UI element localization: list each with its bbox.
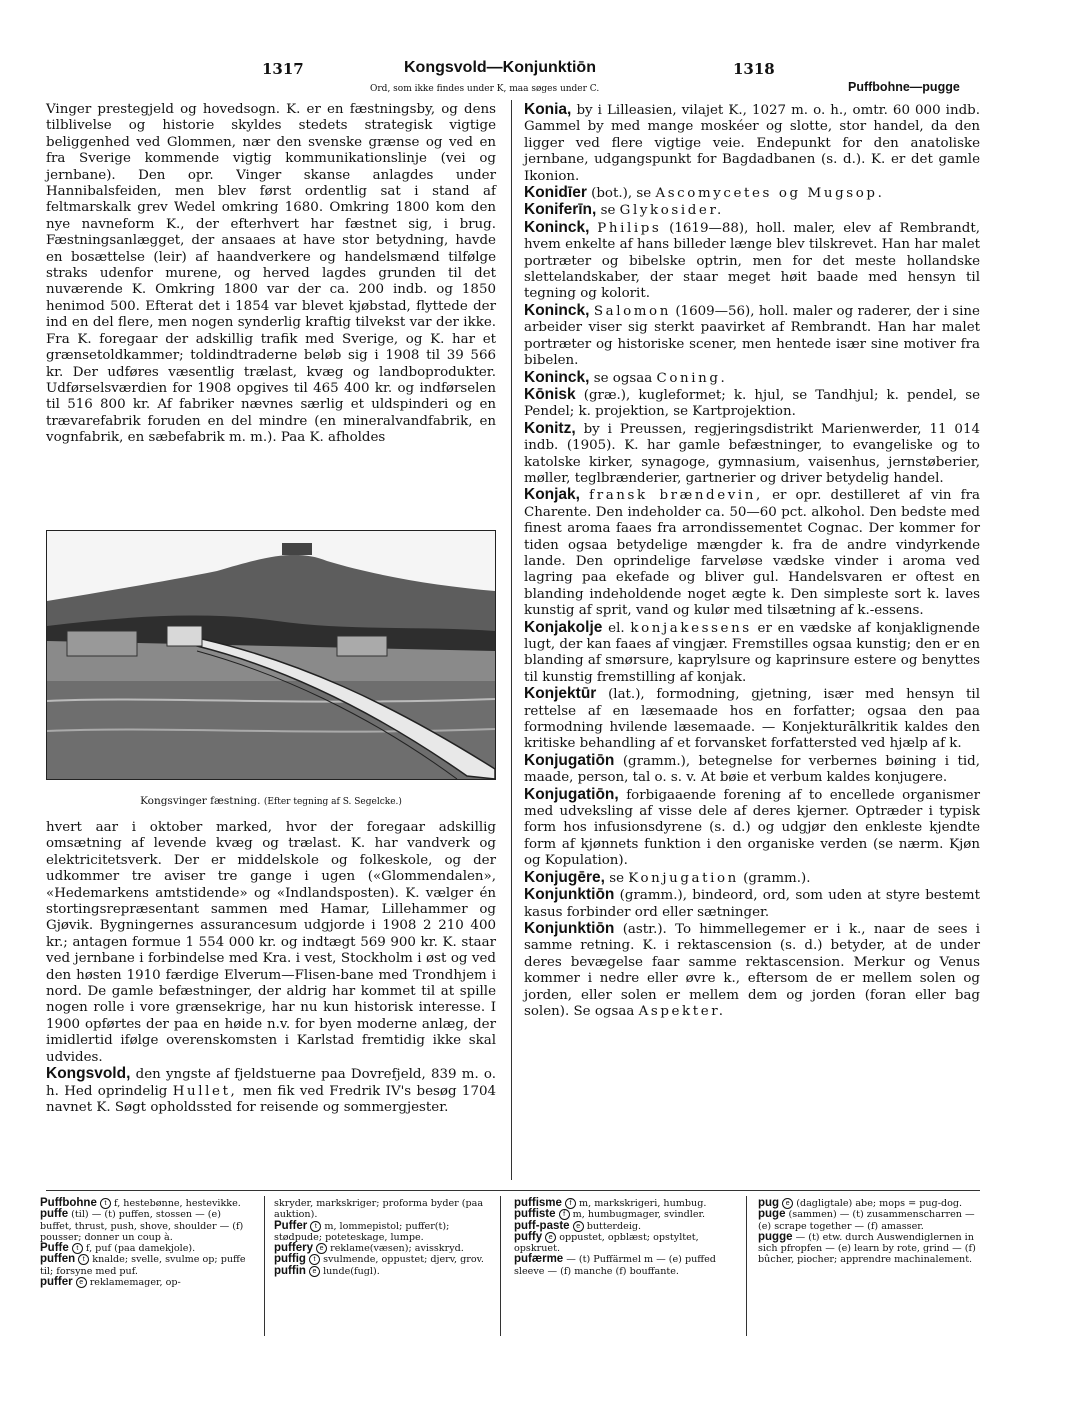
glossary-entry [40, 1254, 254, 1277]
glossary-definition: svulmende, oppustet; djerv, grov. [323, 1254, 484, 1266]
language-marker-icon: e [309, 1266, 320, 1277]
column-divider [511, 100, 512, 1180]
entry-konitz: Konitz, by i Preussen, regjeringsdistrikt Marienwerder, 11 014 indb. (1905). K. har gamle befæstninger, to evangeliske og to katolske kirker, synagoge, gymnasium, vaisenhus, jernstøberier, møller, teglbrænderier, gartnerier og driver betydelig handel. [524, 419, 980, 486]
headword-konjak: Konjak, [524, 486, 580, 504]
glossary-headword: puffer [40, 1276, 73, 1289]
footer-column-4 [758, 1198, 980, 1266]
glossary-headword: puffiste [514, 1208, 556, 1221]
headword-konjunktion: Konjunktiōn [524, 919, 615, 937]
glossary-headword: puffisme [514, 1197, 562, 1209]
glossary-definition: m, humbugmager, svindler. [572, 1209, 706, 1221]
language-marker-icon: t [310, 1221, 321, 1232]
glossary-definition: knalde; svelle, svulme op; puffe til; forsyne med puf. [40, 1254, 246, 1277]
glossary-entry [514, 1232, 738, 1255]
glossary-entry [758, 1209, 980, 1232]
language-marker-icon: e [545, 1232, 556, 1243]
glossary-definition: (dagligtale) abe; mops = pug-dog. [796, 1198, 963, 1209]
language-marker-icon: e [782, 1198, 793, 1209]
footer-column-3 [514, 1198, 738, 1277]
glossary-entry [758, 1198, 980, 1209]
headword-konjunktion: Konjunktiōn [524, 886, 615, 904]
language-marker-icon: t [72, 1243, 83, 1254]
glossary-definition: oppustet, opblæst; opstyltet, opskruet. [514, 1231, 699, 1255]
footer-divider-1 [264, 1196, 265, 1336]
entry-koniferin: Koniferīn, se Glykosider. [524, 201, 724, 219]
glossary-entry [514, 1254, 738, 1277]
glossary-entry [274, 1221, 490, 1244]
entry-konjugation-gramm: Konjugatiōn (gramm.), betegnelse for verbernes bøining i tid, maade, person, tal o. s. v. At bøie et verbum kaldes konjugere. [524, 751, 980, 786]
glossary-entry [40, 1277, 254, 1288]
glossary-entry [274, 1243, 490, 1254]
footer-divider-2 [500, 1196, 501, 1336]
headword-koninck: Koninck, [524, 301, 590, 319]
glossary-entry [40, 1209, 254, 1243]
header-note: Ord, som ikke findes under K, maa søges under C. [370, 84, 600, 94]
headword-koniferin: Koniferīn, [524, 201, 597, 219]
entry-konjunktion-astr: Konjunktiōn (astr.). To himmellegemer er i k., naar de sees i samme retning. K. i rektascension (s. d.) betyder, at de under deres bevægelse faar samme rektascension. Merkur og Venus kommer i nedre eller øvre k., eftersom de er mellem solen og jorden, eller solen er mellem dem og jorden (foran eller bag solen). Se ogsaa Aspekter. [524, 919, 980, 1019]
headword-konjugation: Konjugatiōn [524, 751, 615, 769]
glossary-headword: puff-paste [514, 1219, 570, 1232]
column-left [46, 102, 496, 447]
language-marker-icon: t [309, 1254, 320, 1265]
glossary-headword: Puffer [274, 1219, 308, 1232]
footer-column-1 [40, 1198, 254, 1288]
entry-konjektur: Konjektūr (lat.), formodning, gjetning, især med hensyn til rettelse af en læsemaade hos en forfatter; ogsaa den paa formodning hvilende læsemaade. — Konjekturālkritik kaldes den kritiske behandling af et forvansket forfattersted ved hjælp af k. [524, 685, 980, 752]
entry-konidier: Konidīer (bot.), se Ascomycetes og Mugsop. [524, 184, 885, 202]
glossary-definition: butterdeig. [586, 1220, 642, 1232]
entry-konjakolje: Konjakolje el. konjakessens er en vædske af konjaklignende lugt, der kan faaes af vingjær. Fremstilles ogsaa kunstig; den er en blanding af smørsure, kaprylsure og kaprinsure estere og benyttes til kunstig fremstilling af konjak. [524, 618, 980, 685]
glossary-headword: puffy [514, 1230, 543, 1243]
headword-konitz: Konitz, [524, 419, 576, 437]
page-number-left: 1317 [262, 60, 304, 78]
language-marker-icon: e [316, 1243, 327, 1254]
headword-konjakolje: Konjakolje [524, 618, 603, 636]
caption-title: Kongsvinger fæstning. [140, 795, 261, 807]
entry-koninck-coning: Koninck, se ogsaa Coning. [524, 368, 728, 386]
headword-konisk: Kōnisk [524, 385, 576, 403]
glossary-headword: puffe [40, 1208, 69, 1221]
entry-konia: Konia, by i Lilleasien, vilajet K., 1027 m. o. h., omtr. 60 000 indb. Gammel by med mange moskéer og slotte, stor handel, da den ligger ved flere vigtige veie. Endepunkt for den anatoliske jernbane, udgangspunkt for Bagdadbanen (s. d.). K. er det gamle Ikonion. [524, 101, 980, 184]
glossary-headword: puffin [274, 1264, 306, 1277]
glossary-entry [274, 1254, 490, 1265]
glossary-entry [274, 1266, 490, 1277]
headword-konidier: Konidīer [524, 184, 587, 202]
language-marker-icon: t [78, 1254, 89, 1265]
column-right [524, 102, 980, 1020]
running-head-right: Puffbohne—pugge [848, 80, 960, 94]
glossary-definition: reklamemager, op- [89, 1277, 181, 1289]
headword-konjektur: Konjektūr [524, 685, 597, 703]
headword-konia: Konia, [524, 101, 572, 118]
kongsvinger-illustration [46, 530, 496, 780]
figure-caption [46, 795, 496, 807]
headword-koninck: Koninck, [524, 218, 590, 236]
language-marker-icon: f [559, 1209, 570, 1220]
kongsvinger-text-1: Vinger prestegjeld og hovedsogn. K. er en fæstningsby, og dens tilblivelse og historie skyldes stedets strategisk vigtige beliggenhed ved Glommen, nær den svenske grænse og ved en fra Sverige kommende vigtig kommunikationslinje (vei og jernbane). Den opr. Vinger skanse anlagdes under Hannibalsfeiden, men blev først ordentlig sat i stand af feltmarskalk grev Wedel omkring 1680. Omkring 1800 kom den nye navneform K., der efterhvert har fæstnet sig, i brug. Fæstningsanlægget, der ansaaes at have stor betydning, havde en bosættelse (leir) af haandverkere og handelsmænd tilfølge straks udenfor murene, og herved lagdes grunden til det nuværende K. Omkring 1800 var der ca. 200 indb. og 1850 henimod 500. Efterat det i 1854 var blevet kjøbstad, flyttede der ind en del flere, men nogen synderlig kraftig tilvekst var der ikke. Fra K. foregaar der adskillig trafik med Sverige, og K. har et grænsetoldkammer; toldindtraderne beløb sig i 1908 til 39 566 kr. Der udføres væsentlig trælast, kvæg og landboprodukter. Udførselsværdien for 1908 opgives til 465 400 kr. og indførselen til 516 800 kr. Af fabriker nævnes særlig et uldspinderi og en trævarefabrik foruden en del mindre (en mineralvandfabrik, en vognfabrik, en sæbefabrik m. m.). Paa K. afholdes [46, 102, 496, 446]
headword-kongsvold: Kongsvold, [46, 1065, 131, 1083]
glossary-headword: puffery [274, 1242, 313, 1255]
glossary-definition: — (t) etw. durch Auswendiglernen in sich pfropfen — (e) learn by rote, grind — (f) bûcher, piocher; apprendre machinalement. [758, 1231, 976, 1266]
glossary-definition: (til) — (t) puffen, stossen — (e) buffet, thrust, push, shove, shoulder — (f) pousser; donner un coup à. [40, 1209, 244, 1243]
glossary-definition: reklame(væsen); avisskryd. [330, 1243, 464, 1255]
glossary-entry [40, 1198, 254, 1209]
headword-konjugere: Konjugēre, [524, 868, 605, 886]
entry-konjugere: Konjugēre, se Konjugation (gramm.). [524, 868, 811, 886]
glossary-entry [274, 1198, 490, 1221]
column-left-continued [46, 820, 496, 1116]
footer-rule [46, 1190, 980, 1191]
language-marker-icon: e [76, 1277, 87, 1288]
glossary-definition: f, puf (paa damekjole). [85, 1243, 196, 1255]
glossary-headword: Puffbohne [40, 1197, 97, 1209]
glossary-definition: m, markskrigeri, humbug. [579, 1198, 707, 1209]
glossary-headword: puge [758, 1208, 786, 1221]
headword-konjugation: Konjugatiōn, [524, 785, 619, 803]
glossary-headword: Puffe [40, 1242, 69, 1255]
glossary-definition: m, lommepistol; puffer(t); stødpude; poteteskage, lumpe. [274, 1220, 450, 1243]
glossary-headword: pufærme [514, 1253, 564, 1266]
language-marker-icon: e [573, 1221, 584, 1232]
entry-konjugation-bio: Konjugatiōn, forbigaaende forening af to encellede organismer med udveksling af visse dele af deres kjerner. Optræder i typisk form hos infusionsdyrene (s. d.) og udgjør den enkleste kjendte form af kjønnets funktion i den organiske verden (se nærm. Kjøn og Kopulation). [524, 785, 981, 869]
entry-konisk: Kōnisk (græ.), kugleformet; k. hjul, se Tandhjul; k. pendel, se Pendel; k. projektion, se Kartprojektion. [524, 385, 980, 420]
page-number-right: 1318 [733, 60, 775, 78]
glossary-headword: puffig [274, 1253, 306, 1266]
headword-koninck: Koninck, [524, 368, 590, 386]
entry-koninck-philips: Koninck, Philips (1619—88), holl. maler, elev af Rembrandt, hvem enkelte af hans billeder længe blev tilskrevet. Han har malet portræter og bibelske optrin, men for det meste hollandske slettelandskaber, der staar meget høit baade med hensyn til tegning og kolorit. [524, 218, 980, 302]
kongsvinger-text-2: hvert aar i oktober marked, hvor der foregaar adskillig omsætning af levende kvæg og trælast. K. har vandverk og elektricitetsverk. Der er middelskole og folkeskole, og der udkommer tre aviser tre gange i ugen («Glommendalen», «Hedemarkens amtstidende» og «Indlandsposten). K. vælger én stortingsrepræsentant sammen med Hamar, Lillehammer og Gjøvik. Bygningernes assurancesum udgjorde i 1908 2 210 400 kr.; antagen formue 1 554 000 kr. og indtægt 569 900 kr. K. staar ved jernbane i forbindelse med Kra. i vest, Stockholm i øst og ved den høsten 1910 færdige Elverum—Flisen-bane med Trondhjem i nord. De gamle befæstninger, der aldrig har kommet til at spille nogen rolle i vore grænsekrige, har nu kun historisk interesse. I 1900 opførtes der paa en høide n.v. for byen moderne anlæg, der imidlertid ifølge overenskomsten i Karlstad fremtidig ikke skal udvides. [46, 820, 496, 1065]
caption-credit: (Efter tegning af S. Segelcke.) [263, 797, 402, 807]
footer-column-2 [274, 1198, 490, 1277]
entry-konjunktion-gramm: Konjunktiōn (gramm.), bindeord, ord, som uden at styre bestemt kasus forbinder ord eller sætninger. [524, 886, 980, 920]
glossary-headword: pug [758, 1197, 780, 1209]
entry-koninck-salomon: Koninck, Salomon (1609—56), holl. maler og raderer, der i sine arbeider viser sig sterkt paavirket af Rembrandt. Han har malet portræter og historiske scener, men hentede især sine motiver fra bibelen. [524, 301, 980, 369]
glossary-definition: — (t) Puffärmel m — (e) puffed sleeve — (f) manche (f) bouffante. [514, 1254, 716, 1277]
entry-konjak: Konjak, fransk brændevin, er opr. destilleret af vin fra Charente. Den indeholder ca. 50—60 pct. alkohol. Den bedste med finest aroma faaes fra arrondissementet Cognac. Der kommer for tiden ogsaa betydelige mængder k. fra de andre vindyrkende lande. Den oprindelige farveløse vædske vinder i aroma ved lagring paa ekefade og bliver gul. Handelsvaren er oftest en blanding indeholdende noget ægte k. Den simpleste sort k. laves kunstig af sprit, vand og kulør med tilsætning af k.-essens. [524, 486, 980, 619]
glossary-definition: lunde(fugl). [323, 1265, 380, 1277]
page-title: Kongsvold—Konjunktiōn [404, 59, 596, 76]
glossary-definition: f, hestebønne, hestevikke. [113, 1198, 241, 1209]
glossary-definition: (sammen) — (t) zusammenscharren — (e) scrape together — (f) amasser. [758, 1209, 975, 1232]
footer-divider-3 [746, 1196, 747, 1336]
language-marker-icon: t [100, 1198, 111, 1209]
entry-kongsvold: Kongsvold, den yngste af fjeldstuerne paa Dovrefjeld, 839 m. o. h. Hed oprindelig Hullet, men fik ved Fredrik IV's besøg 1704 navnet K. Søgt opholdssted for reisende og sommergjester. [46, 1065, 497, 1115]
glossary-entry [758, 1232, 980, 1266]
glossary-entry [514, 1221, 738, 1232]
language-marker-icon: f [565, 1198, 576, 1209]
glossary-definition: skryder, markskriger; proforma byder (paa auktion). [274, 1198, 484, 1221]
glossary-headword: puffen [40, 1253, 76, 1266]
glossary-headword: pugge [758, 1230, 793, 1243]
fortress-drawing [47, 531, 495, 779]
